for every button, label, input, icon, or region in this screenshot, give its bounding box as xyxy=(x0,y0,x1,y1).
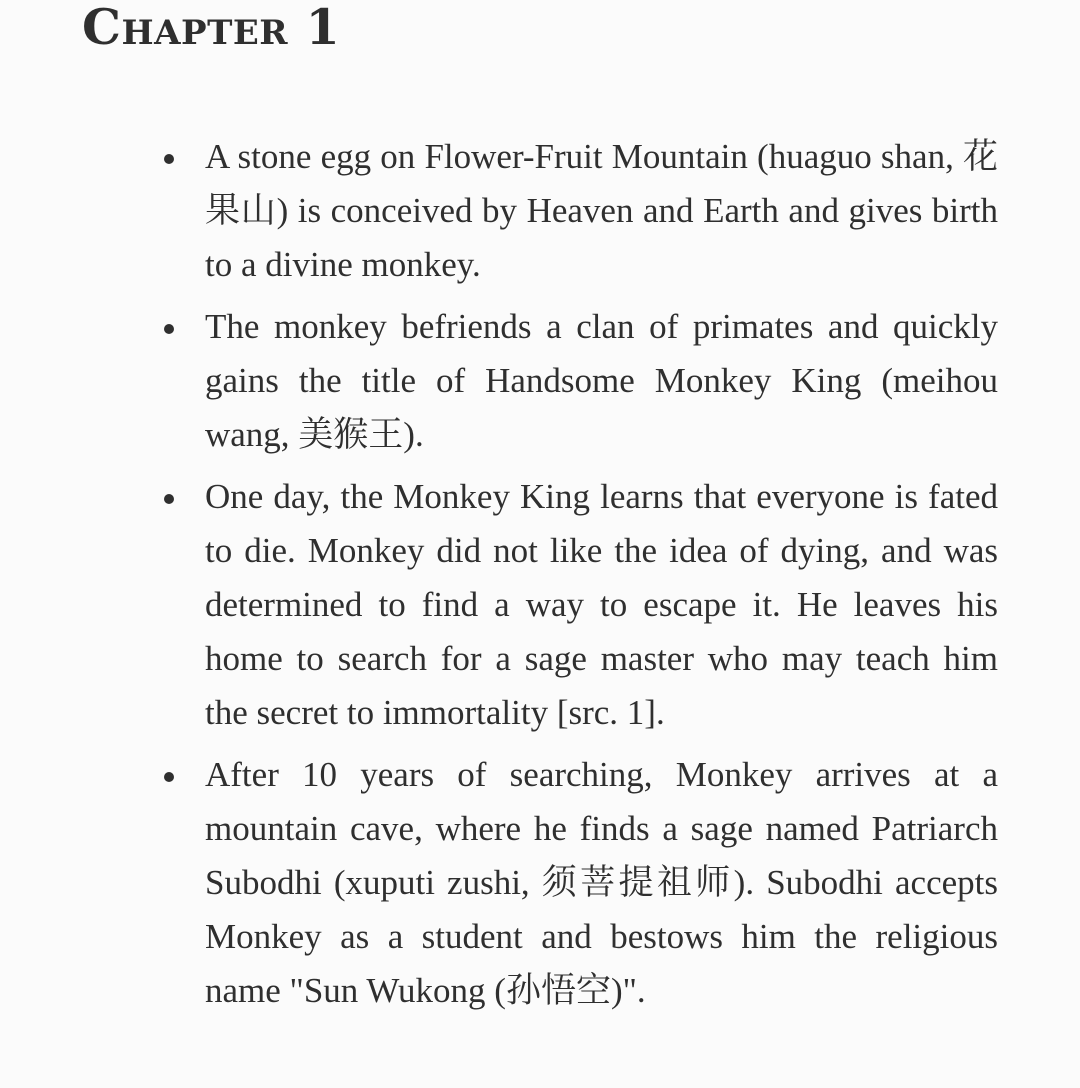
summary-item xyxy=(164,300,998,462)
bullet-dot-icon xyxy=(164,772,174,782)
summary-item-text: A stone egg on Flower-Fruit Mountain (huaguo shan, 花果山) is conceived by Heaven and Earth and gives birth to a divine monkey. xyxy=(205,137,998,284)
summary-item xyxy=(164,748,998,1018)
summary-item xyxy=(164,130,998,292)
summary-item-text: After 10 years of searching, Monkey arrives at a mountain cave, where he finds a sage named Patriarch Subodhi (xuputi zushi, 须菩提祖师). Subodhi accepts Monkey as a student and bestows him the religious name "Sun Wukong (孙悟空)". xyxy=(205,755,998,1010)
chapter-title: Chapter 1 xyxy=(82,0,341,56)
chapter-summary-list xyxy=(164,130,998,1026)
bullet-dot-icon xyxy=(164,494,174,504)
summary-item xyxy=(164,470,998,740)
summary-item-text: The monkey befriends a clan of primates and quickly gains the title of Handsome Monkey King (meihou wang, 美猴王). xyxy=(205,307,998,454)
bullet-dot-icon xyxy=(164,324,174,334)
bullet-dot-icon xyxy=(164,154,174,164)
summary-item-text: One day, the Monkey King learns that everyone is fated to die. Monkey did not like the idea of dying, and was determined to find a way to escape it. He leaves his home to search for a sage master who may teach him the secret to immortality [src. 1]. xyxy=(205,477,998,732)
